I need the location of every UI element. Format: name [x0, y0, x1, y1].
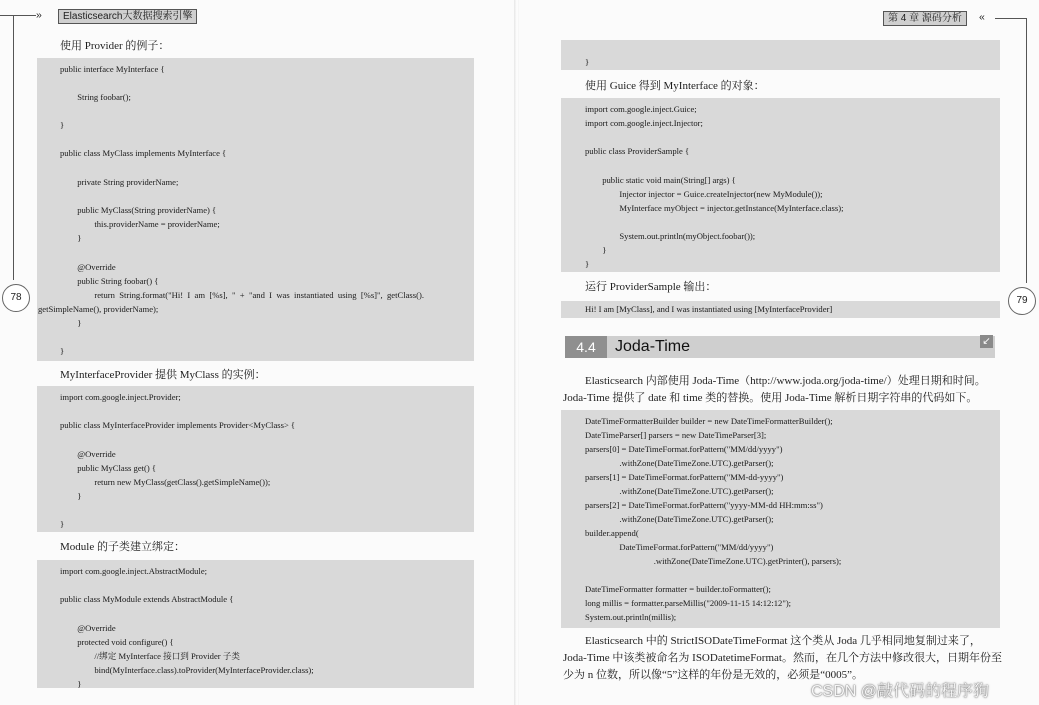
- header-rule: [995, 18, 1027, 19]
- code-line: return String.format("Hi! I am [%s], " + "and I was instantiated using [%s]", getClass().: [60, 290, 424, 300]
- code-line: }: [60, 318, 82, 328]
- paragraph: 运行 ProviderSample 输出：: [585, 281, 717, 293]
- paragraph: Elasticsearch 内部使用 Joda-Time（http://www.joda.org/joda-time/）处理日期和时间。: [585, 375, 986, 387]
- code-line: parsers[0] = DateTimeFormat.forPattern("MM/dd/yyyy"): [585, 444, 783, 454]
- paragraph: Elasticsearch 中的 StrictISODateTimeFormat 这个类从 Joda 几乎相同地复制过来了，: [585, 635, 981, 647]
- code-block-module: [37, 560, 474, 688]
- code-line: DateTimeFormat.forPattern("MM/dd/yyyy"): [585, 542, 774, 552]
- code-line: public MyClass(String providerName) {: [60, 205, 217, 215]
- code-line: import com.google.inject.AbstractModule;: [60, 566, 208, 576]
- paragraph: Module 的子类建立绑定：: [60, 541, 185, 553]
- page-number: 79: [1008, 287, 1036, 315]
- code-block-provider-impl: [37, 386, 474, 532]
- header-arrow-icon: »: [36, 9, 42, 21]
- code-line: private String providerName;: [60, 177, 179, 187]
- left-page: [0, 0, 516, 705]
- code-line: }: [585, 259, 590, 269]
- code-line: protected void configure() {: [60, 637, 174, 647]
- code-line: public class ProviderSample {: [585, 146, 690, 156]
- code-line: public class MyModule extends AbstractModule {: [60, 594, 234, 604]
- code-line: DateTimeParser[] parsers = new DateTimeParser[3];: [585, 430, 767, 440]
- code-line: }: [60, 519, 65, 529]
- running-header: 第 4 章 源码分析: [883, 11, 967, 26]
- code-line: import com.google.inject.Provider;: [60, 392, 181, 402]
- code-line: .withZone(DateTimeZone.UTC).getPrinter(), parsers);: [585, 556, 842, 566]
- code-line: @Override: [60, 623, 116, 633]
- csdn-watermark: CSDN @敲代码的程序狗: [811, 683, 990, 700]
- section-number: 4.4: [565, 336, 607, 358]
- code-block-guice: [561, 98, 1000, 272]
- running-header: Elasticsearch大数据搜索引擎: [58, 9, 197, 24]
- header-rule: [0, 15, 36, 16]
- section-heading: [565, 336, 995, 358]
- code-line: .withZone(DateTimeZone.UTC).getParser();: [585, 458, 774, 468]
- code-line: parsers[1] = DateTimeFormat.forPattern("MM-dd-yyyy"): [585, 472, 784, 482]
- page-number: 78: [2, 284, 30, 312]
- code-line: DateTimeFormatter formatter = builder.toFormatter();: [585, 584, 771, 594]
- output-line: Hi! I am [MyClass], and I was instantiated using [MyInterfaceProvider]: [585, 304, 833, 314]
- code-line: }: [585, 245, 607, 255]
- code-line: public interface MyInterface {: [60, 64, 165, 74]
- code-line: long millis = formatter.parseMillis("2009-11-15 14:12:12");: [585, 598, 792, 608]
- code-line: bind(MyInterface.class).toProvider(MyInterfaceProvider.class);: [60, 665, 314, 675]
- code-line: getSimpleName(), providerName);: [38, 304, 159, 314]
- paragraph: 使用 Provider 的例子：: [60, 40, 170, 52]
- code-block-continued: [561, 40, 1000, 70]
- code-line: public class MyInterfaceProvider implements Provider<MyClass> {: [60, 420, 296, 430]
- code-line: }: [60, 491, 82, 501]
- margin-rule: [13, 15, 14, 280]
- code-line: System.out.println(myObject.foobar());: [585, 231, 756, 241]
- code-line: }: [60, 346, 65, 356]
- paragraph: MyInterfaceProvider 提供 MyClass 的实例：: [60, 369, 266, 381]
- code-line: .withZone(DateTimeZone.UTC).getParser();: [585, 514, 774, 524]
- paragraph: Joda-Time 中该类被命名为 ISODatetimeFormat。然而，在几个方法中修改很大，日期年份至: [563, 652, 1002, 664]
- code-line: builder.append(: [585, 528, 639, 538]
- code-line: //绑定 MyInterface 接口到 Provider 子类: [60, 651, 240, 661]
- code-line: }: [60, 120, 65, 130]
- header-arrow-icon: «: [979, 11, 985, 23]
- code-line: public class MyClass implements MyInterface {: [60, 148, 227, 158]
- paragraph: 使用 Guice 得到 MyInterface 的对象：: [585, 80, 765, 92]
- code-line: System.out.println(millis);: [585, 612, 677, 622]
- code-line: }: [585, 57, 590, 67]
- code-line: @Override: [60, 262, 116, 272]
- code-line: import com.google.inject.Guice;: [585, 104, 697, 114]
- paragraph: 少为 n 位数，所以像“5”这样的年份是无效的，必须是“0005”。: [563, 669, 864, 681]
- code-line: public static void main(String[] args) {: [585, 175, 736, 185]
- code-line: public MyClass get() {: [60, 463, 157, 473]
- code-line: MyInterface myObject = injector.getInstance(MyInterface.class);: [585, 203, 844, 213]
- corner-arrow-icon: ↙: [980, 335, 993, 348]
- code-line: return new MyClass(getClass().getSimpleName());: [60, 477, 271, 487]
- code-line: .withZone(DateTimeZone.UTC).getParser();: [585, 486, 774, 496]
- code-line: import com.google.inject.Injector;: [585, 118, 703, 128]
- code-line: DateTimeFormatterBuilder builder = new DateTimeFormatterBuilder();: [585, 416, 833, 426]
- output-block: [561, 301, 1000, 318]
- section-title: Joda-Time: [615, 338, 690, 355]
- code-line: parsers[2] = DateTimeFormat.forPattern("yyyy-MM-dd HH:mm:ss"): [585, 500, 823, 510]
- code-block-joda: [561, 410, 1000, 628]
- paragraph: Joda-Time 提供了 date 和 time 类的替换。使用 Joda-Time 解析日期字符串的代码如下。: [563, 392, 978, 404]
- code-line: @Override: [60, 449, 116, 459]
- code-line: Injector injector = Guice.createInjector(new MyModule());: [585, 189, 823, 199]
- code-line: String foobar();: [60, 92, 131, 102]
- margin-rule: [1026, 18, 1027, 283]
- code-block-provider-example: [37, 58, 474, 361]
- code-line: this.providerName = providerName;: [60, 219, 220, 229]
- code-line: public String foobar() {: [60, 276, 159, 286]
- right-page: [519, 0, 1039, 705]
- code-line: }: [60, 679, 82, 689]
- code-line: }: [60, 233, 82, 243]
